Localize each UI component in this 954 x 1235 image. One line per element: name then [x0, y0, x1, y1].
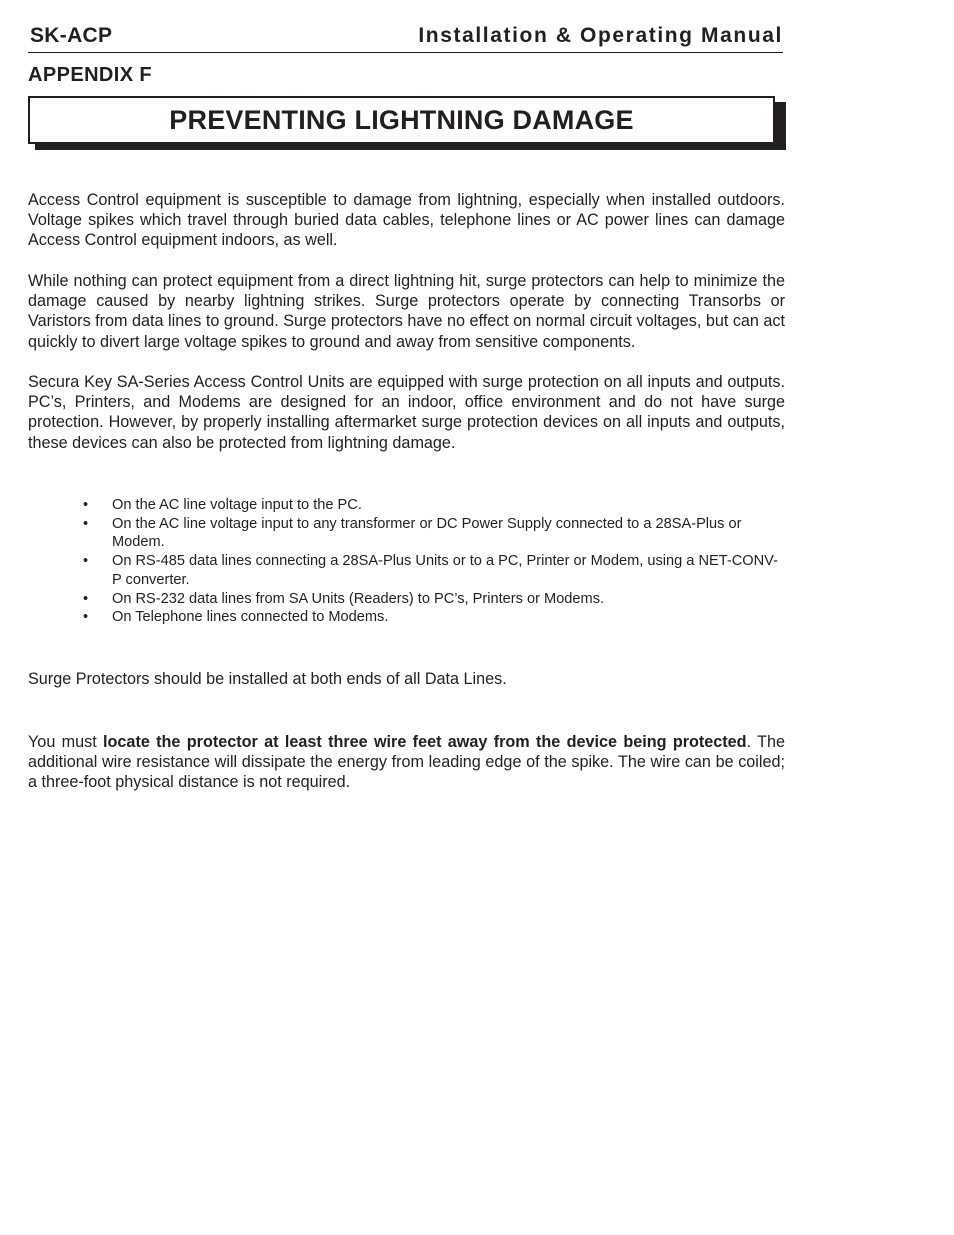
bullet-icon: •: [83, 515, 89, 532]
title-banner: [28, 96, 786, 152]
surge-note: Surge Protectors should be installed at both ends of all Data Lines.: [28, 670, 507, 688]
distance-note-prefix: You must: [28, 733, 104, 751]
list-item: [83, 552, 785, 589]
distance-note-suffix: . The additional wire resistance will dissipate the energy from leading edge of the spike. The wire can be coiled; a three-foot physical distance is not required.: [28, 733, 785, 792]
list-item-text: On the AC line voltage input to the PC.: [112, 497, 362, 513]
page-header: [28, 24, 783, 53]
product-code: SK-ACP: [30, 24, 113, 47]
surge-protector-paragraph: While nothing can protect equipment from a direct lightning hit, surge protectors can help to minimize the damage caused by nearby lightning strikes. Surge protectors operate by connecting Transorbs or Varistors from data lines to ground. Surge protectors have no effect on normal circuit voltages, but can act quickly to divert large voltage spikes to ground and away from sensitive components.: [28, 272, 786, 351]
bullet-icon: •: [83, 553, 89, 570]
bullet-icon: •: [83, 590, 89, 607]
bullet-icon: •: [83, 609, 89, 626]
list-item-text: On RS-232 data lines from SA Units (Readers) to PC’s, Printers or Modems.: [112, 590, 605, 607]
list-item-text: On Telephone lines connected to Modems.: [112, 609, 389, 626]
sa-series-paragraph: Secura Key SA-Series Access Control Units are equipped with surge protection on all inputs and outputs. PC’s, Printers, and Modems are designed for an indoor, office environment and do not have surge protection. However, by properly installing aftermarket surge protection devices on all inputs and outputs, these devices can also be protected from lightning damage.: [28, 373, 785, 452]
distance-note: [28, 732, 785, 793]
protection-points-list: [83, 496, 785, 627]
appendix-label: APPENDIX F: [28, 64, 153, 86]
list-item: [83, 496, 785, 514]
intro-paragraph: Access Control equipment is susceptible to damage from lightning, especially when installed outdoors. Voltage spikes which travel through buried data cables, telephone lines or AC power lines can damage Access Control equipment indoors, as well.: [28, 191, 785, 250]
list-item-text: On RS-485 data lines connecting a 28SA-Plus Units or to a PC, Printer or Modem, using a NET-CONV-P converter.: [112, 553, 778, 588]
manual-title: Installation & Operating Manual: [418, 24, 783, 47]
list-item: [83, 515, 785, 552]
list-item: [83, 590, 785, 608]
list-item-text: On the AC line voltage input to any transformer or DC Power Supply connected to a 28SA-Plus or Modem.: [112, 515, 742, 551]
bullet-icon: •: [83, 497, 89, 513]
list-item: [83, 608, 785, 626]
distance-note-emphasis: locate the protector at least three wire feet away from the device being protected: [103, 733, 747, 751]
page-title: PREVENTING LIGHTNING DAMAGE: [169, 105, 634, 135]
title-banner-box: [28, 96, 775, 144]
